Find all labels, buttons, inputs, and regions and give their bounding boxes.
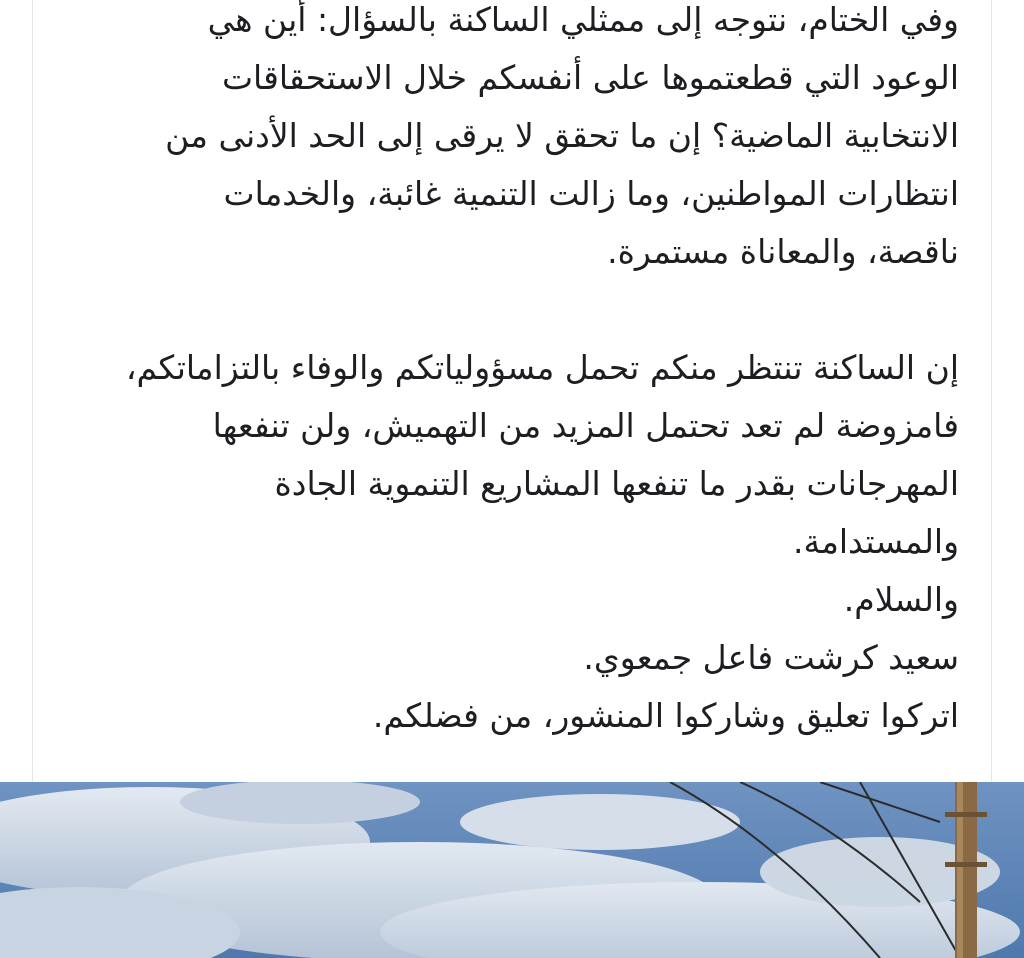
post-body-text <box>79 0 959 745</box>
closing-line: والسلام. <box>843 580 959 619</box>
post-card <box>32 0 992 782</box>
post-text-line: وفي الختام، نتوجه إلى ممثلي الساكنة بالسؤال: أين هي <box>207 0 959 39</box>
post-text-line: انتظارات المواطنين، وما زالت التنمية غائبة، والخدمات <box>223 174 959 213</box>
sky-photo-graphic <box>0 782 1024 958</box>
post-text-line: ناقصة، والمعاناة مستمرة. <box>607 232 959 271</box>
call-to-action-line: اتركوا تعليق وشاركوا المنشور، من فضلكم. <box>372 696 959 735</box>
post-text-line: إن الساكنة تنتظر منكم تحمل مسؤولياتكم والوفاء بالتزاماتكم، <box>125 348 959 387</box>
post-text-line: الوعود التي قطعتموها على أنفسكم خلال الاستحقاقات <box>221 58 959 97</box>
signature-line: سعيد كرشت فاعل جمعوي. <box>583 638 959 677</box>
post-text-line: المهرجانات بقدر ما تنفعها المشاريع التنموية الجادة <box>274 464 959 503</box>
post-photo[interactable] <box>0 782 1024 958</box>
paragraph-spacer <box>79 281 959 339</box>
post-text-line: والمستدامة. <box>793 522 959 561</box>
post-text-line: فامزوضة لم تعد تحتمل المزيد من التهميش، ولن تنفعها <box>212 406 959 445</box>
post-text-line: الانتخابية الماضية؟ إن ما تحقق لا يرقى إلى الحد الأدنى من <box>165 116 959 155</box>
